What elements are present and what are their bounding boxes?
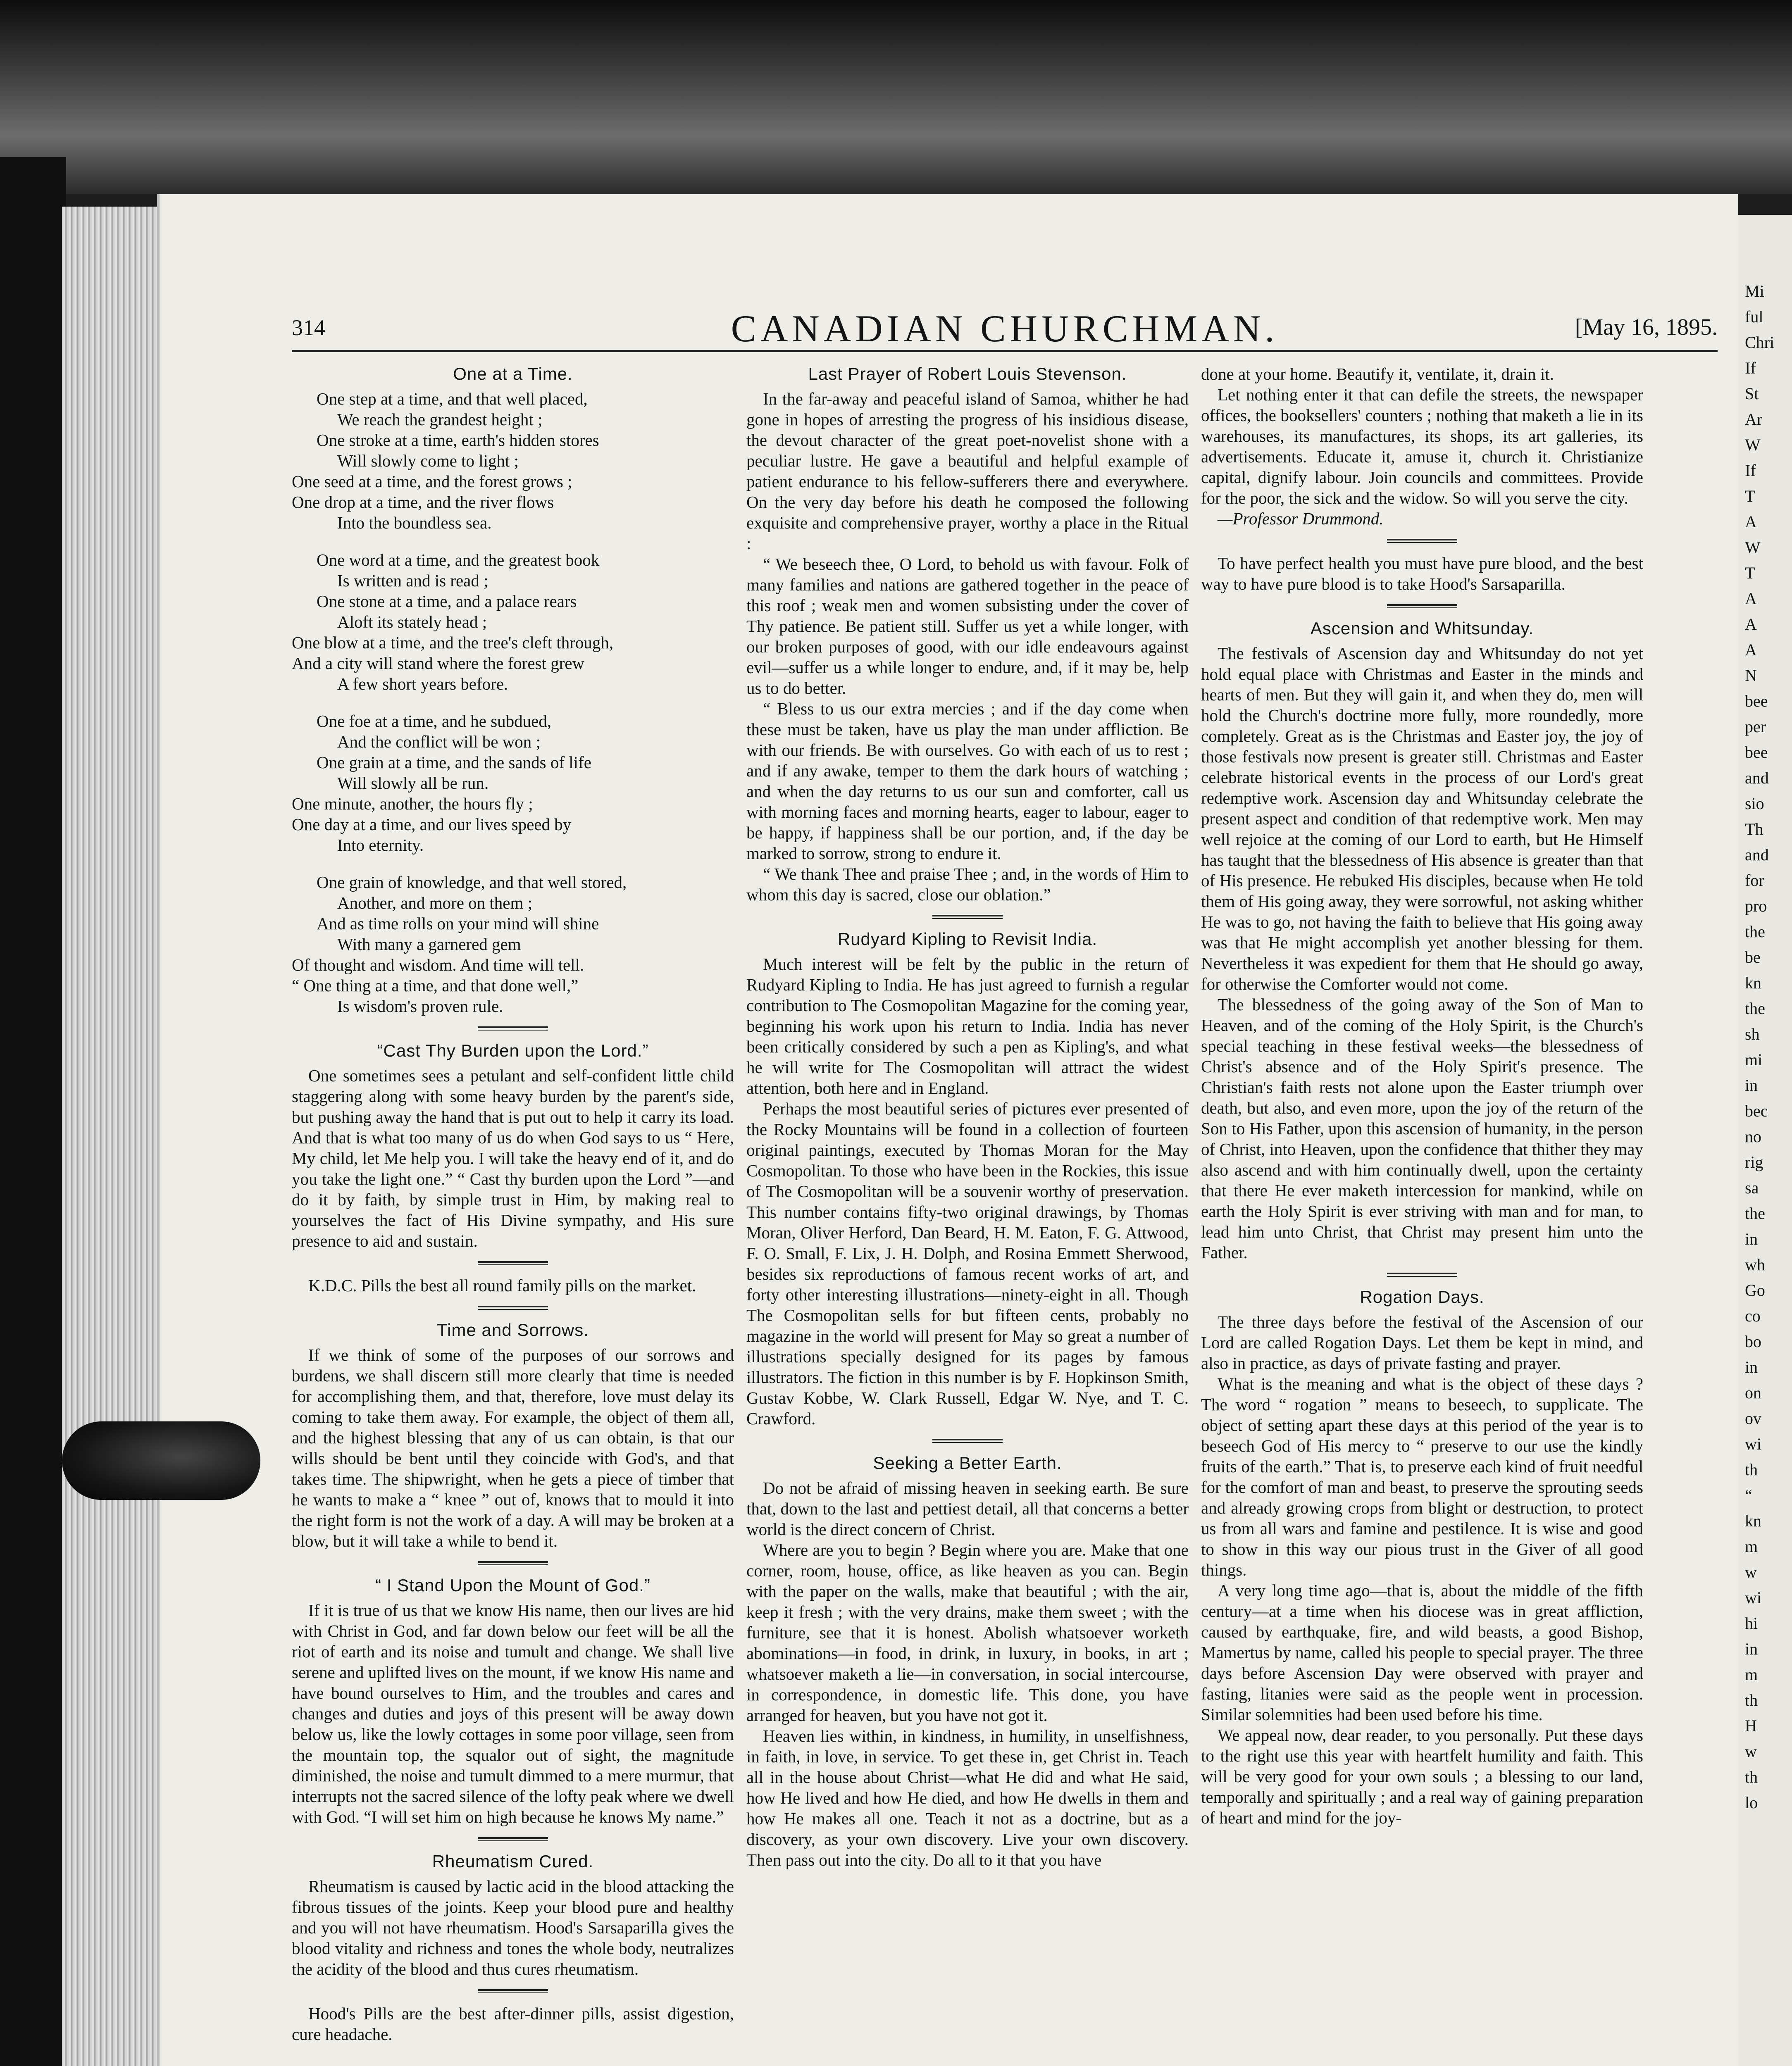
facing-page-text-fragment: ful [1745,307,1763,326]
facing-page-text-fragment: Mi [1745,282,1764,300]
poem-line: One seed at a time, and the forest grows ; [292,472,572,491]
facing-page-text-fragment: mi [1745,1050,1763,1069]
facing-page-text-fragment: th [1745,1460,1758,1479]
facing-page-text-fragment: W [1745,436,1761,454]
ad-kdc-pills: K.D.C. Pills the best all round family pills on the market. [308,1276,696,1295]
article-title-stevenson-prayer: Last Prayer of Robert Louis Stevenson. [808,364,1127,383]
facing-page-text-fragment: H [1745,1716,1757,1735]
facing-page-fragment [1732,215,1792,2066]
poem-line: Into eternity. [337,835,424,854]
article-text-time-and-sorrows: If we think of some of the purposes of our sorrows and burdens, we shall discern still more clearly that time is needed for accomplishing them, and that, therefore, love must delay its coming to take them away. For example, the object of them all, and the highest blessing that any of us can obtain, is that our wills should be bent until they coincide with God's, and that takes time. The shipwright, when he gets a piece of timber that he wants to make a “ knee ” out of, knows that to mould it into the right form is not the work of a day. A will may be broken at a blow, but it will take a while to bend it. [292,1345,734,1550]
facing-page-text-fragment: T [1745,487,1755,505]
section-rule [1387,539,1457,543]
poem-line: One grain of knowledge, and that well stored, [317,873,627,892]
facing-page-text-fragment: and [1745,845,1769,864]
facing-page-text-fragment: the [1745,999,1765,1018]
facing-page-text-fragment: If [1745,461,1756,480]
facing-page-text-fragment: wh [1745,1255,1765,1274]
poem-line: One minute, another, the hours fly ; [292,794,533,813]
article-text-rheumatism-cured: Rheumatism is caused by lactic acid in the blood attacking the fibrous tissues of the joints. Keep your blood pure and healthy and you will not have rheumatism. Hood's Sarsaparilla gives the blood vitality and richness and tones the whole body, neutralizes the acidity of the blood and thus cures rheumatism. [292,1877,734,1978]
poem-line: Is written and is read ; [337,571,489,590]
facing-page-text-fragment: no [1745,1127,1761,1146]
section-rule [478,1261,548,1265]
article-para: The three days before the festival of the Ascension of our Lord are called Rogation Days. Let them be kept in mind, and also in practice, as days of private fasting and prayer. [1201,1312,1643,1373]
facing-page-text-fragment: in [1745,1076,1758,1095]
article-para: We appeal now, dear reader, to you personally. Put these days to the right use this year with heartfelt humility and faith. This will be very good for your own souls ; a blessing to our land, temporally and spiritually ; and a real way of gaining preparation of heart and mind for the joy- [1201,1726,1643,1827]
article-title-better-earth: Seeking a Better Earth. [873,1453,1062,1473]
section-rule [478,1026,548,1031]
article-title-time-and-sorrows: Time and Sorrows. [437,1320,589,1340]
facing-page-text-fragment: kn [1745,1511,1761,1530]
article-title-ascension: Ascension and Whitsunday. [1310,619,1534,638]
facing-page-text-fragment: A [1745,640,1757,659]
facing-page-text-fragment: be [1745,948,1761,966]
facing-page-text-fragment: for [1745,871,1764,890]
facing-page-text-fragment: on [1745,1383,1761,1402]
facing-page-text-fragment: th [1745,1768,1758,1786]
poem-line: Into the boundless sea. [337,513,492,532]
poem-line: One foe at a time, and he subdued, [317,712,552,731]
facing-page-text-fragment: in [1745,1230,1758,1248]
facing-page-text-fragment: If [1745,359,1756,377]
facing-page-text-fragment: bee [1745,743,1768,762]
poem-line: Of thought and wisdom. And time will tell. [292,955,584,974]
facing-page-text-fragment: Chri [1745,333,1775,352]
facing-page-text-fragment: in [1745,1640,1758,1658]
scan-dark-border-left [0,157,66,2066]
poem-line: One grain at a time, and the sands of life [317,753,591,772]
facing-page-text-fragment: bo [1745,1332,1761,1351]
ad-hoods-pills: Hood's Pills are the best after-dinner pills, assist digestion, cure headache. [292,2004,734,2044]
article-para: Perhaps the most beautiful series of pictures ever presented of the Rocky Mountains will be found in a collection of fourteen original paintings, executed by Thomas Moran for the May Cosmopolitan. To those who have been in the Rockies, this issue of The Cosmopolitan will be a souvenir worthy of preservation. This number contains fifty-two original drawings, by Thomas Moran, Oliver Herford, Dan Beard, H. M. Eaton, F. G. Attwood, F. O. Small, F. Lix, J. H. Dolph, and Rosina Emmett Sherwood, besides six reproductions of famous recent works of art, and forty other interesting illustrations—ninety-eight in all. Though The Cosmopolitan sells for but fifteen cents, probably no magazine in the world will present for May so great a number of illustrations specially designed for its pages by famous illustrators. The fiction in this number is by F. Hopkinson Smith, Gustav Kobbe, W. Clark Russell, Edgar W. Nye, and T. C. Crawford. [746,1099,1189,1428]
issue-date: [May 16, 1895. [1575,314,1718,340]
facing-page-text-fragment: kn [1745,973,1761,992]
poem-line: One day at a time, and our lives speed by [292,815,572,834]
facing-page-text-fragment: hi [1745,1614,1758,1633]
section-rule [1387,604,1457,608]
article-para: A very long time ago—that is, about the middle of the fifth century—at a time when his diocese was in great affliction, caused by earthquake, fire, and wild beasts, a good Bishop, Mamertus by name, called his people to special prayer. The three days before Ascension Day were observed with prayer and fasting, litanies were said as the people went in procession. Similar solemnities had been used before his time. [1201,1581,1643,1724]
facing-page-text-fragment: wi [1745,1588,1761,1607]
scanner-thumb [62,1421,260,1500]
article-title-mount-of-god: “ I Stand Upon the Mount of God.” [375,1576,651,1595]
facing-page-text-fragment: in [1745,1358,1758,1376]
section-rule [932,1439,1003,1443]
poem-line: Aloft its stately head ; [337,612,487,631]
article-title-rheumatism-cured: Rheumatism Cured. [432,1852,594,1871]
poem-line: And the conflict will be won ; [337,732,541,751]
facing-page-text-fragment: St [1745,384,1759,403]
poem-line: One word at a time, and the greatest book [317,550,600,569]
facing-page-text-fragment: W [1745,538,1761,557]
section-rule [478,1837,548,1841]
article-text-mount-of-god: If it is true of us that we know His name, then our lives are hid with Christ in God, and far down below our feet will be all the riot of earth and its noise and tumult and change. We shall live serene and uplifted lives on the mount, if we know His name and have bound ourselves to Him, and the troubles and cares and changes and duties and joys of this present will be away down below us, like the lowly cottages in some poor village, seen from the mountain top, the squalor out of sight, the magnitude diminished, the noise and tumult dimmed to a mere murmur, that interrupts not the sacred silence of the lofty peak where we dwell with God. “I will set him on high because he knows My name.” [292,1601,734,1826]
header-rule [292,350,1718,352]
article-para: Where are you to begin ? Begin where you are. Make that one corner, room, house, office, as like heaven as you can. Begin with the paper on the walls, make that beautiful ; with the air, keep it fresh ; with the very drains, make them sweet ; with the furniture, see that it is honest. Abolish whatsoever worketh abominations—in food, in drink, in luxury, in books, in art ; whatsoever maketh a lie—in conversation, in social intercourse, in correspondence, in domestic life. This done, you have arranged for heaven, but you have not got it. [746,1540,1189,1725]
facing-page-text-fragment: Go [1745,1281,1765,1300]
poem-line: Another, and more on them ; [337,893,533,912]
poem-title: One at a Time. [453,364,573,383]
article-para: “ We beseech thee, O Lord, to behold us with favour. Folk of many families and nations are gathered together in the peace of this roof ; weak men and women subsisting under the cover of Thy patience. Be patient still. Suffer us yet a while longer, with our broken purposes of good, with our idle endeavours against evil—suffer us a while longer to endure, and, if it may be, help us to do better. [746,555,1189,697]
poem-line: Is wisdom's proven rule. [337,997,503,1016]
facing-page-text-fragment: m [1745,1665,1758,1684]
page-number: 314 [292,315,325,340]
facing-page-text-fragment: rig [1745,1153,1763,1171]
ad-hoods-sarsaparilla: To have perfect health you must have pure blood, and the best way to have pure blood is to take Hood's Sarsaparilla. [1201,554,1643,593]
facing-page-text-fragment: the [1745,1204,1765,1223]
facing-page-text-fragment: T [1745,564,1755,582]
page-header [292,302,1718,356]
facing-page-text-fragment: Th [1745,820,1763,838]
article-title-cast-thy-burden: “Cast Thy Burden upon the Lord.” [377,1041,649,1060]
article-para: The festivals of Ascension day and Whitsunday do not yet hold equal place with Christmas and Easter in the minds and hearts of men. But they will gain it, and when they do, men will hold the Church's doctrine more fully, more roundedly, more completely. Great as is the Christmas and Easter joy, the joy of those festivals now present is greater still. Christmas and Easter celebrate historical events in the process of our Lord's great redemptive work. Ascension day and Whitsunday celebrate the present aspect and condition of that redemptive work. Men may well rejoice at the coming of our Lord to earth, but He Himself has taught that the blessedness of His absence is greater than that of His presence. He rebuked His disciples, because when He told them of His going away, they were sorrowful, not asking whither He was to go, not having the faith to believe that His going away was that He might accomplish yet another blessing for them. Nevertheless it was expedient for them that He should go away, for otherwise the Comforter would not come. [1201,644,1643,993]
facing-page-text-fragment: bec [1745,1102,1768,1120]
facing-page-text-fragment: co [1745,1307,1761,1325]
column-3 [1201,364,1643,1828]
book-page-edges [62,207,169,2066]
article-para: In the far-away and peaceful island of Samoa, whither he had gone in hopes of arresting the progress of his insidious disease, the devout character of the great poet-novelist shone with a peculiar lustre. He gave a beautiful and helpful example of patient endurance to his fellow-sufferers there and everywhere. On the very day before his death he composed the following exquisite and comprehensive prayer, worthy a place in the Ritual : [746,389,1189,553]
facing-page-text-fragment: Ar [1745,410,1763,428]
poem-line: One stroke at a time, earth's hidden stores [317,431,599,450]
facing-page-text-fragment: sio [1745,794,1764,813]
column-1 [292,364,734,2045]
facing-page-text-fragment: A [1745,615,1757,633]
facing-page-text-fragment: and [1745,769,1769,787]
article-para: “ Bless to us our extra mercies ; and if the day come when these must be taken, have us play the man under affliction. Be with our friends. Be with ourselves. Go with each of us to rest ; and if any awake, temper to them the dark hours of watching ; and when the day returns to us our sun and comforter, call us with morning faces and morning hearts, eager to labour, eager to be happy, if happiness shall be our portion, and, if the day be marked to sorrow, strong to endure it. [746,699,1189,863]
section-rule [478,1306,548,1310]
poem-line: “ One thing at a time, and that done well,” [292,976,579,995]
facing-page-text-fragment: “ [1745,1486,1752,1504]
article-title-kipling: Rudyard Kipling to Revisit India. [837,929,1098,949]
facing-page-text-fragment: A [1745,589,1757,608]
article-para: done at your home. Beautify it, ventilate, it, drain it. [1201,364,1554,383]
article-para: What is the meaning and what is the object of these days ? The word “ rogation ” means to beseech, to supplicate. The object of setting apart these days at this period of the year is to beseech God of His mercy to “ preserve to our use the kindly fruits of the earth.” That is, to preserve each kind of fruit needful for the comfort of man and beast, to preserve the sprouting seeds and already growing crops from blight or destruction, to protect us from all wars and famine and pestilence. It is wise and good to show in this way our pious trust in the Giver of all good things. [1201,1374,1643,1579]
article-para: Let nothing enter it that can defile the streets, the newspaper offices, the booksellers' counters ; nothing that maketh a lie in its warehouses, its manufactures, its shops, its art galleries, its advertisements. Educate it, amuse it, church it. Christianize capital, dignify labour. Join councils and committees. Provide for the poor, the sick and the widow. So will you serve the city. [1201,385,1643,507]
section-rule [932,915,1003,919]
facing-page-text-fragment: bee [1745,692,1768,710]
poem-line: Will slowly all be run. [337,774,489,793]
facing-page-text-fragment: w [1745,1563,1757,1581]
facing-page-text-fragment: lo [1745,1793,1758,1812]
facing-page-text-fragment: sh [1745,1025,1760,1043]
poem-line: We reach the grandest height ; [337,410,543,429]
stanza-gap [292,533,734,550]
article-signature: —Professor Drummond. [1218,509,1384,528]
article-title-rogation-days: Rogation Days. [1360,1287,1485,1307]
article-para: “ We thank Thee and praise Thee ; and, in the words of Him to whom this day is sacred, close our oblation.” [746,864,1189,904]
facing-page-text-fragment: A [1745,512,1757,531]
poem-line: And a city will stand where the forest grew [292,654,585,673]
facing-page-text-fragment: per [1745,717,1766,736]
article-para: Do not be afraid of missing heaven in seeking earth. Be sure that, down to the last and pettiest detail, all that concerns a better world is the direct concern of Christ. [746,1478,1189,1539]
scan-dark-border-top [0,0,1792,194]
section-rule [478,1989,548,1993]
poem-line: One blow at a time, and the tree's cleft through, [292,633,614,652]
column-2 [746,364,1189,1870]
masthead-title: CANADIAN CHURCHMAN. [731,307,1279,350]
facing-page-text-fragment: sa [1745,1178,1759,1197]
article-para: Heaven lies within, in kindness, in humility, in unselfishness, in faith, in love, in service. To get these in, get Christ in. Teach all in the house about Christ—what He did and what He said, how He lived and how He died, and how He dwells in them and how He makes all one. Teach it not as a doctrine, but as a discovery, as your own discovery. Live your own discovery. Then pass out into the city. Do all to it that you have [746,1726,1189,1869]
section-rule [1387,1273,1457,1277]
article-text-cast-thy-burden: One sometimes sees a petulant and self-confident little child staggering along with some heavy burden by the parent's side, but pushing away the hand that is put out to help it carry its load. And that is what too many of us do when God says to us “ Here, My child, let Me help you. I will take the heavy end of it, and do you take the light one.” “ Cast thy burden upon the Lord ”—and do it by faith, by simple trust in Him, by making real to yourselves the fact of His Divine sympathy, and His sure presence to aid and sustain. [292,1066,734,1250]
poem-line: One step at a time, and that well placed, [317,389,588,408]
stanza-gap [292,694,734,711]
poem-line: With many a garnered gem [337,935,521,954]
article-para: Much interest will be felt by the public in the return of Rudyard Kipling to India. He has just agreed to furnish a regular contribution to The Cosmopolitan Magazine for the coming year, beginning his work upon his return to India. India has never been critically considered by such a pen as Kipling's, and what he will write for The Cosmopolitan will attract the widest attention, both here and in England. [746,954,1189,1097]
stanza-gap [292,855,734,872]
facing-page-text-fragment: th [1745,1691,1758,1709]
newspaper-page [157,194,1738,2066]
facing-page-text-fragment: wi [1745,1435,1761,1453]
poem-line: A few short years before. [337,674,508,693]
facing-page-text-fragment: pro [1745,897,1767,915]
poem-line: And as time rolls on your mind will shine [317,914,599,933]
article-para: The blessedness of the going away of the Son of Man to Heaven, and of the coming of the Holy Spirit, is the Church's special teaching in these festival weeks—the blessedness of Christ's absence and of the Holy Spirit's presence. The Christian's faith rests not alone upon the Easter triumph over death, but also, and even more, upon the joy of the return of the Son to His Father, upon this ascension of humanity, in the person of Christ, into Heaven, upon the confidence that thither they may also ascend and with him continually dwell, upon the certainty that there He ever maketh intercession for mankind, while on earth the Holy Spirit is ever striving with man and for man, to lead him unto Christ, that Christ may present him unto the Father. [1201,995,1643,1262]
facing-page-text-fragment: m [1745,1537,1758,1556]
section-rule [478,1561,548,1565]
facing-page-text-fragment: w [1745,1742,1757,1761]
poem-one-at-a-time [292,388,734,1016]
poem-line: Will slowly come to light ; [337,451,519,470]
poem-line: One drop at a time, and the river flows [292,493,554,512]
poem-line: One stone at a time, and a palace rears [317,592,577,611]
facing-page-text-fragment: the [1745,922,1765,941]
facing-page-text-fragment: N [1745,666,1757,685]
facing-page-text-fragment: ov [1745,1409,1761,1428]
